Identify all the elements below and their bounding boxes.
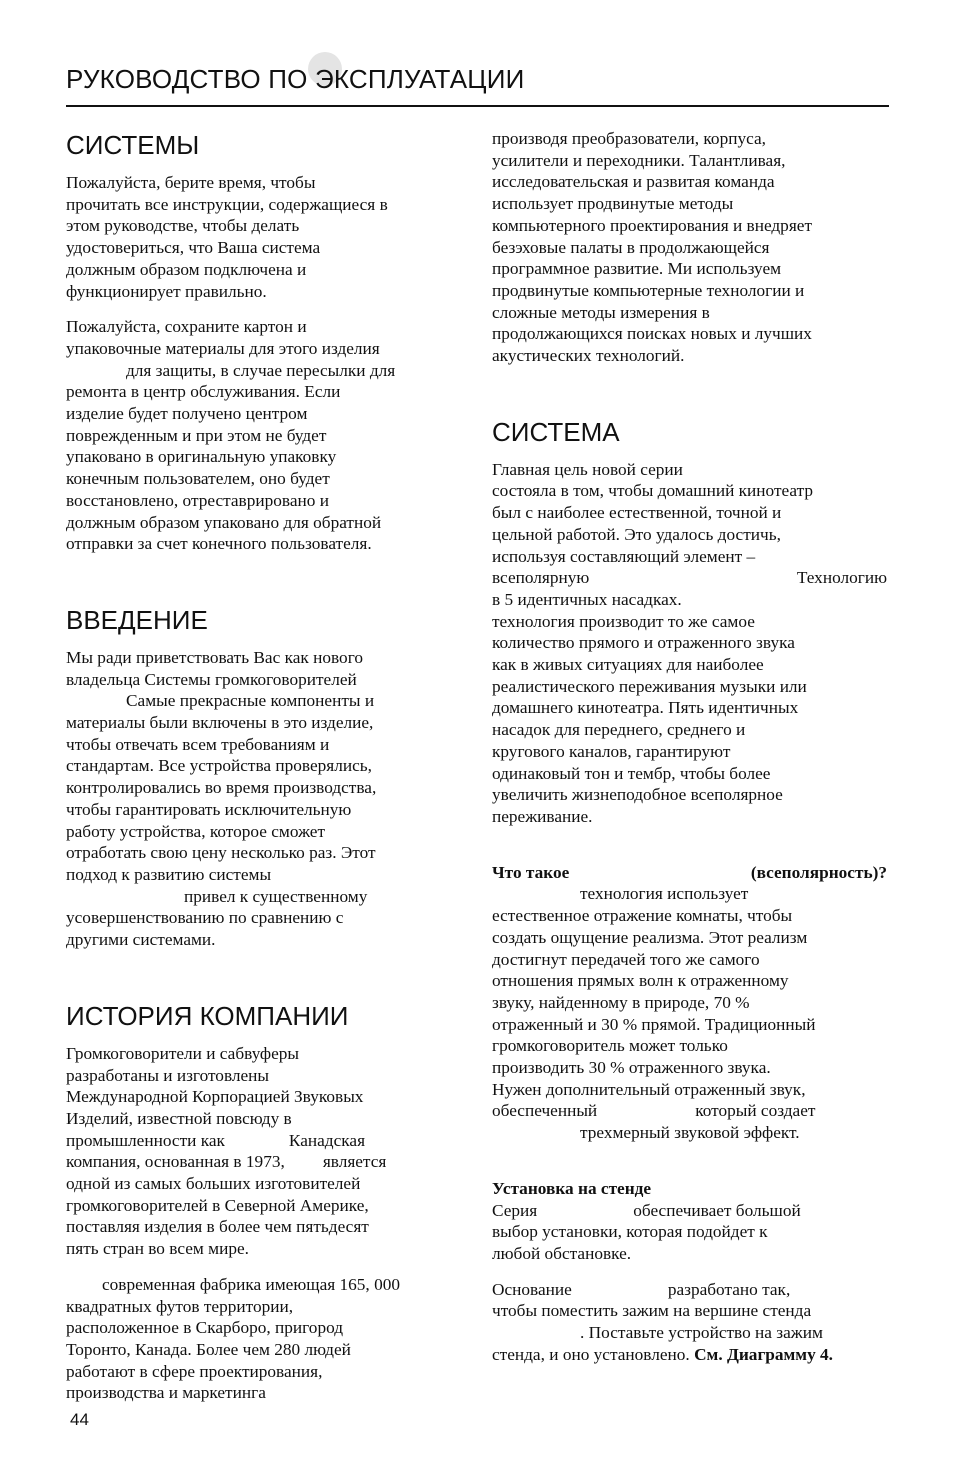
text-line: поставляя изделия в более чем пятьдесят bbox=[66, 1217, 369, 1237]
text-line: пять стран во всем мире. bbox=[66, 1239, 249, 1259]
text-line: является bbox=[322, 1152, 387, 1172]
text-line: выбор установки, которая подойдет к bbox=[492, 1222, 768, 1242]
text-line: Канадская bbox=[288, 1130, 366, 1150]
text-line: производить 30 % отраженного звука. bbox=[492, 1058, 771, 1078]
text-line: кругового каналов, гарантируют bbox=[492, 741, 731, 761]
text-line: ремонта в центр обслуживания. Если bbox=[66, 382, 341, 402]
text-line: усовершенствованию по сравнению с bbox=[66, 908, 344, 928]
text-line: в 5 идентичных насадках. bbox=[492, 589, 682, 609]
text-line: владельца Системы громкоговорителей bbox=[66, 669, 357, 689]
text-line: чтобы поместить зажим на вершине стенда bbox=[492, 1301, 812, 1321]
text-line: должным образом упаковано для обратной bbox=[66, 512, 382, 532]
text-line: Мы ради приветствовать Вас как нового bbox=[66, 647, 363, 667]
text-line: обеспеченный bbox=[492, 1101, 598, 1121]
text-line: Основание bbox=[492, 1279, 572, 1299]
text-line: работу устройства, которое сможет bbox=[66, 821, 325, 841]
text-line: разработано так, bbox=[667, 1279, 791, 1299]
text-line: функционирует правильно. bbox=[66, 281, 267, 301]
text-line: Главная цель новой серии bbox=[492, 459, 683, 479]
text-line: Пожалуйста, сохраните картон и bbox=[66, 317, 307, 337]
text-line: отработать свою цену несколько раз. Этот bbox=[66, 843, 376, 863]
text-line: Изделий, известной повсюду в bbox=[66, 1108, 292, 1128]
text-line: Нужен дополнительный отраженный звук, bbox=[492, 1079, 806, 1099]
text-row bbox=[492, 567, 887, 589]
right-column bbox=[492, 128, 887, 1365]
text-line: чтобы отвечать всем требованиям и bbox=[66, 734, 330, 754]
section-title-company-history: ИСТОРИЯ КОМПАНИИ bbox=[66, 1000, 349, 1031]
text-line: трехмерный звуковой эффект. bbox=[580, 1123, 800, 1143]
text-line: состояла в том, чтобы домашний кинотеатр bbox=[492, 481, 814, 501]
page-header: РУКОВОДСТВО ПО ЭКСПЛУАТАЦИИ bbox=[66, 64, 525, 94]
text-line: контролировались во время производства, bbox=[66, 778, 377, 798]
text-line: использует продвинутые методы bbox=[492, 194, 734, 214]
text-line: отношения прямых волн к отраженному bbox=[492, 971, 789, 991]
text-line: привел к существенному bbox=[184, 886, 368, 906]
systems-paragraph-1 bbox=[66, 172, 461, 302]
history-paragraph-1 bbox=[66, 1043, 461, 1260]
text-line: количество прямого и отраженного звука bbox=[492, 633, 795, 653]
subheading-text: (всеполярность)? bbox=[750, 862, 887, 882]
text-line: одной из самых больших изготовителей bbox=[66, 1174, 361, 1194]
text-line: конечным пользователем, оно будет bbox=[66, 469, 330, 489]
text-line: переживание. bbox=[492, 806, 593, 826]
text-line: подход к развитию системы bbox=[66, 864, 272, 884]
text-line: стандартам. Все устройства проверялись, bbox=[66, 756, 372, 776]
text-line: сложные методы измерения в bbox=[492, 302, 710, 322]
subheading-stand-mount: Установка на стенде bbox=[492, 1178, 652, 1198]
text-line: другими системами. bbox=[66, 930, 216, 950]
diagram-reference: См. Диаграмму 4. bbox=[694, 1344, 834, 1364]
page-number: 44 bbox=[70, 1410, 89, 1429]
text-line: прочитать все инструкции, содержащиеся в bbox=[66, 194, 388, 214]
text-line: исследовательская и развитая команда bbox=[492, 172, 775, 192]
text-line: Самые прекрасные компоненты и bbox=[126, 691, 375, 711]
section-title-introduction: ВВЕДЕНИЕ bbox=[66, 604, 208, 635]
text-line: промышленности как bbox=[66, 1130, 225, 1150]
text-line: используя составляющий элемент – bbox=[492, 546, 756, 566]
text-line: создать ощущение реализма. Этот реализм bbox=[492, 927, 808, 947]
text-line: чтобы гарантировать исключительную bbox=[66, 799, 352, 819]
section-title-system: СИСТЕМА bbox=[492, 416, 620, 447]
text-line: Громкоговорители и сабвуферы bbox=[66, 1043, 300, 1063]
text-line: удостовериться, что Ваша система bbox=[66, 238, 321, 258]
text-line: компания, основанная в 1973, bbox=[66, 1152, 285, 1172]
text-line: естественное отражение комнаты, чтобы bbox=[492, 906, 793, 926]
text-line: . Поставьте устройство на зажим bbox=[580, 1323, 823, 1343]
subheading-text: Что такое bbox=[492, 862, 570, 882]
text-line: расположенное в Скарборо, пригород bbox=[66, 1318, 344, 1338]
text-line: поврежденным и при этом не будет bbox=[66, 425, 327, 445]
left-column bbox=[66, 130, 461, 1404]
systems-paragraph-2 bbox=[66, 316, 461, 555]
text-line: звуку, найденному в природе, 70 % bbox=[492, 992, 750, 1012]
text-line: усилители и переходники. Талантливая, bbox=[492, 150, 786, 170]
text-line: этом руководстве, чтобы делать bbox=[66, 216, 300, 236]
text-line: технология производит то же самое bbox=[492, 611, 755, 631]
text-line: отправки за счет конечного пользователя. bbox=[66, 534, 372, 554]
header-rule bbox=[66, 105, 889, 107]
text-line: изделие будет получено центром bbox=[66, 404, 308, 424]
text-line: акустических технологий. bbox=[492, 346, 685, 366]
section-title-systems: СИСТЕМЫ bbox=[66, 130, 200, 160]
text-line: стенда, и оно установлено. bbox=[492, 1344, 690, 1364]
text-line: материалы были включены в это изделие, bbox=[66, 713, 374, 733]
text-line: безэховые палаты в продолжающейся bbox=[492, 237, 770, 257]
text-line: обеспечивает большой bbox=[633, 1200, 801, 1220]
text-line: Серия bbox=[492, 1200, 538, 1220]
text-line: реалистического переживания музыки или bbox=[492, 676, 807, 696]
text-line: был с наиболее естественной, точной и bbox=[492, 503, 782, 523]
text-line: Торонто, Канада. Более чем 280 людей bbox=[66, 1339, 351, 1359]
text-line: насадок для переднего, среднего и bbox=[492, 720, 746, 740]
text-line: Международной Корпорацией Звуковых bbox=[66, 1087, 364, 1107]
text-line: для защиты, в случае пересылки для bbox=[126, 360, 396, 380]
text-line: восстановлено, отреставрировано и bbox=[66, 490, 329, 510]
text-line: работают в сфере проектирования, bbox=[66, 1361, 323, 1381]
text-line: как в живых ситуациях для наиболее bbox=[492, 655, 764, 675]
text-line: должным образом подключена и bbox=[66, 259, 307, 279]
stand-paragraph-2 bbox=[492, 1279, 887, 1366]
text-line: который создает bbox=[695, 1101, 816, 1121]
text-line: производя преобразователи, корпуса, bbox=[492, 129, 766, 148]
history-continuation-paragraph bbox=[492, 128, 887, 367]
text-line: продвинутые компьютерные технологии и bbox=[492, 280, 805, 300]
text-line: компьютерного проектирования и внедряет bbox=[492, 215, 812, 235]
what-is-paragraph bbox=[492, 883, 887, 1143]
text-line: любой обстановке. bbox=[492, 1243, 632, 1263]
text-line: отраженный и 30 % прямой. Традиционный bbox=[492, 1014, 816, 1034]
text-line: увеличить жизнеподобное всеполярное bbox=[492, 785, 783, 805]
text-line: продолжающихся поисках новых и лучших bbox=[492, 324, 812, 344]
subheading-what-is bbox=[492, 862, 887, 884]
text-line: производства и маркетинга bbox=[66, 1383, 266, 1403]
text-line: программное развитие. Ми используем bbox=[492, 259, 782, 279]
text-line: всеполярную bbox=[492, 568, 590, 588]
text-line: упаковочные материалы для этого изделия bbox=[66, 338, 380, 358]
text-line: Технологию bbox=[796, 568, 887, 588]
text-line: современная фабрика имеющая 165, 000 bbox=[102, 1274, 400, 1294]
introduction-paragraph bbox=[66, 647, 461, 951]
text-line: упаковано в оригинальную упаковку bbox=[66, 447, 337, 467]
history-paragraph-2 bbox=[66, 1274, 461, 1404]
system-paragraph bbox=[492, 459, 887, 828]
text-line: технология использует bbox=[580, 884, 749, 904]
text-line: квадратных футов территории, bbox=[66, 1296, 294, 1316]
text-line: разработаны и изготовлены bbox=[66, 1065, 270, 1085]
stand-paragraph-1 bbox=[492, 1200, 887, 1265]
text-line: домашнего кинотеатра. Пять идентичных bbox=[492, 698, 799, 718]
text-line: цельной работой. Это удалось достичь, bbox=[492, 524, 781, 544]
text-line: громкоговоритель может только bbox=[492, 1036, 728, 1056]
text-line: одинаковый тон и тембр, чтобы более bbox=[492, 763, 771, 783]
text-line: Пожалуйста, берите время, чтобы bbox=[66, 173, 316, 192]
text-line: громкоговорителей в Северной Америке, bbox=[66, 1195, 369, 1215]
text-line: достигнут передачей того же самого bbox=[492, 949, 760, 969]
